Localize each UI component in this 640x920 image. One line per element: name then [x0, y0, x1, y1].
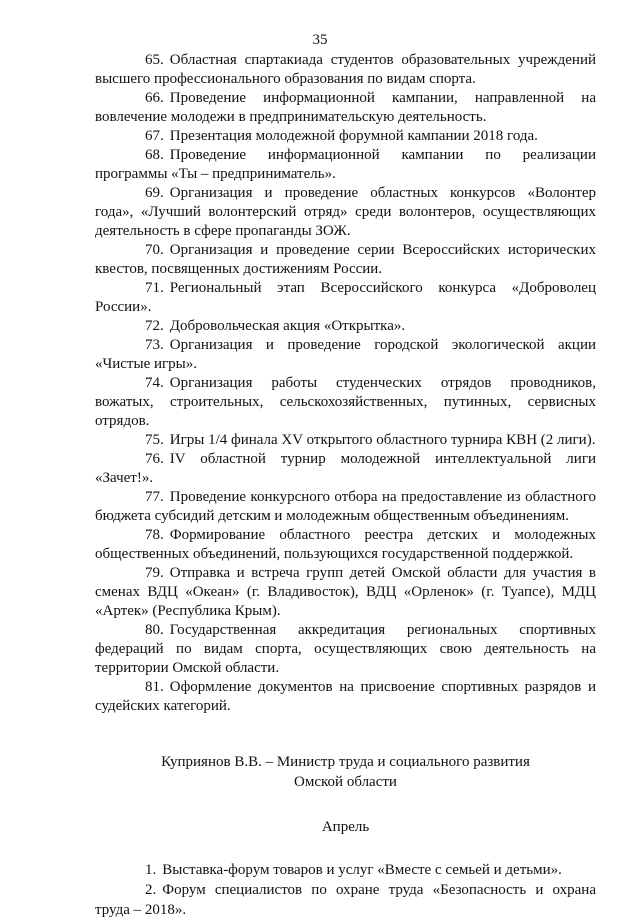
item-text: Проведение информационной кампании по реализации программы «Ты – предприниматель».: [95, 147, 596, 182]
item-text: Региональный этап Всероссийского конкурса «Доброволец России».: [95, 280, 596, 315]
item-text: Организация и проведение серии Всероссийских исторических квестов, посвященных достижениям России.: [95, 242, 596, 277]
item-number: 73.: [145, 337, 164, 353]
list-item: [95, 860, 596, 880]
list-item: [95, 488, 596, 526]
item-number: 69.: [145, 185, 164, 201]
list-item: [95, 89, 596, 127]
item-number: 78.: [145, 527, 164, 543]
list-item: [95, 431, 596, 450]
list-item: [95, 450, 596, 488]
item-number: 65.: [145, 52, 164, 68]
item-text: Государственная аккредитация региональных спортивных федераций по видам спорта, осуществляющих свою деятельность на территории Омской области.: [95, 622, 596, 676]
item-number: 67.: [145, 128, 164, 144]
item-text: Выставка-форум товаров и услуг «Вместе с семьей и детьми».: [162, 862, 562, 878]
item-text: Оформление документов на присвоение спортивных разрядов и судейских категорий.: [95, 679, 596, 714]
item-number: 66.: [145, 90, 164, 106]
item-number: 2.: [145, 882, 157, 898]
item-number: 1.: [145, 862, 157, 878]
item-text: Областная спартакиада студентов образовательных учреждений высшего профессионального образования по видам спорта.: [95, 52, 596, 87]
item-text: Организация и проведение областных конкурсов «Волонтер года», «Лучший волонтерский отряд» среди волонтеров, осуществляющих деятельность в сфере пропаганды ЗОЖ.: [95, 185, 596, 239]
list-item: [95, 146, 596, 184]
item-text: Проведение информационной кампании, направленной на вовлечение молодежи в предпринимательскую деятельность.: [95, 90, 596, 125]
month-heading: Апрель: [321, 819, 370, 835]
item-text: Проведение конкурсного отбора на предоставление из областного бюджета субсидий детским и молодежным общественным объединениям.: [95, 489, 596, 524]
signatory-region: Омской области: [294, 774, 397, 790]
list-item: [95, 678, 596, 716]
item-number: 79.: [145, 565, 164, 581]
item-number: 77.: [145, 489, 164, 505]
signatory-name-title: Куприянов В.В. – Министр труда и социального развития: [161, 754, 530, 770]
item-text: Отправка и встреча групп детей Омской области для участия в сменах ВДЦ «Океан» (г. Владивосток), ВДЦ «Орленок» (г. Туапсе), МДЦ «Артек» (Республика Крым).: [95, 565, 596, 619]
april-event-list: [95, 860, 596, 920]
item-number: 80.: [145, 622, 164, 638]
page-number: 35: [312, 32, 328, 48]
item-text: Формирование областного реестра детских и молодежных общественных объединений, пользующихся государственной поддержкой.: [95, 527, 596, 562]
list-item: [95, 880, 596, 920]
event-list: [95, 51, 596, 716]
list-item: [95, 374, 596, 431]
list-item: [95, 127, 596, 146]
list-item: [95, 184, 596, 241]
item-number: 81.: [145, 679, 164, 695]
item-text: Организация и проведение городской экологической акции «Чистые игры».: [95, 337, 596, 372]
item-number: 68.: [145, 147, 164, 163]
item-number: 76.: [145, 451, 164, 467]
list-item: [95, 621, 596, 678]
list-item: [95, 336, 596, 374]
list-item: [95, 279, 596, 317]
item-number: 74.: [145, 375, 164, 391]
item-number: 75.: [145, 432, 164, 448]
signatory-heading: [95, 752, 596, 792]
item-text: Организация работы студенческих отрядов проводников, вожатых, строительных, сельскохозяйственных, путинных, сервисных отрядов.: [95, 375, 596, 429]
list-item: [95, 317, 596, 336]
item-text: Форум специалистов по охране труда «Безопасность и охрана труда – 2018».: [95, 882, 596, 918]
item-number: 71.: [145, 280, 164, 296]
list-item: [95, 241, 596, 279]
item-text: Игры 1/4 финала XV открытого областного турнира КВН (2 лиги).: [169, 432, 596, 448]
list-item: [95, 51, 596, 89]
item-text: IV областной турнир молодежной интеллектуальной лиги «Зачет!».: [95, 451, 596, 486]
item-text: Добровольческая акция «Открытка».: [169, 318, 406, 334]
document-content: [95, 51, 596, 920]
item-number: 72.: [145, 318, 164, 334]
list-item: [95, 526, 596, 564]
item-text: Презентация молодежной форумной кампании 2018 года.: [169, 128, 538, 144]
item-number: 70.: [145, 242, 164, 258]
list-item: [95, 564, 596, 621]
